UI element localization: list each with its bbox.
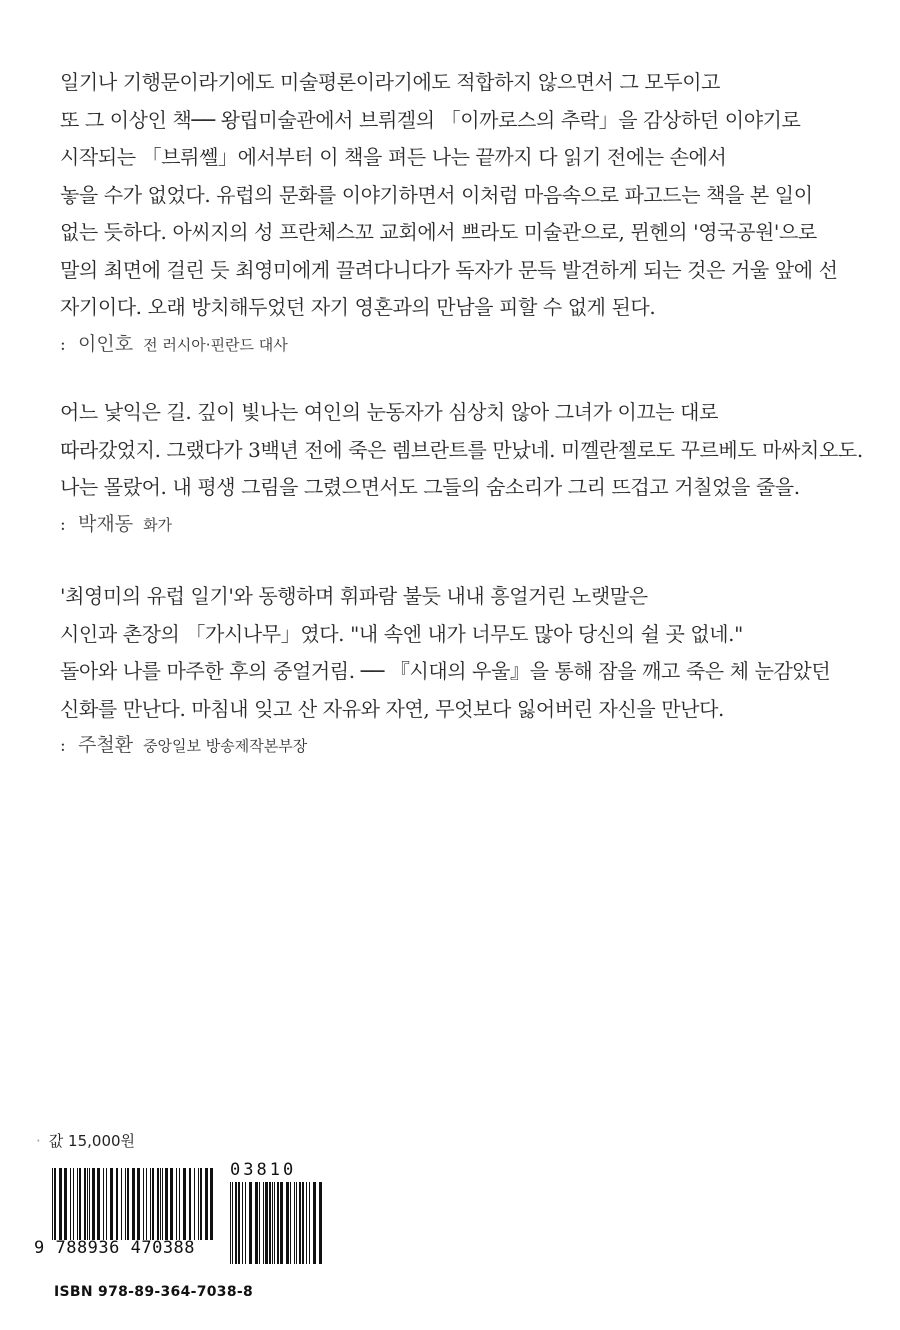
blurb-line: 돌아와 나를 마주한 후의 중얼거림. ── 『시대의 우울』을 통해 잠을 깨고 죽은 체 눈감았던 bbox=[60, 659, 831, 683]
barcode-bar bbox=[64, 1168, 67, 1240]
barcode-bar bbox=[77, 1168, 78, 1240]
barcode-bar bbox=[265, 1182, 268, 1264]
blurb-line: 시작되는 「브뤼쎌」에서부터 이 책을 펴든 나는 끝까지 다 읽기 전에는 손에서 bbox=[60, 145, 727, 169]
attribution-name: 주철환 bbox=[78, 734, 134, 756]
attribution bbox=[60, 331, 840, 358]
barcode-bar bbox=[242, 1182, 243, 1264]
barcode-bar bbox=[92, 1168, 95, 1240]
barcode-bar bbox=[302, 1182, 304, 1264]
blurb-line: 일기나 기행문이라기에도 미술평론이라기에도 적합하지 않으면서 그 모두이고 bbox=[60, 70, 721, 94]
barcode-ean-number: 9 788936 470388 bbox=[34, 1238, 196, 1258]
blurb-line: 또 그 이상인 책── 왕립미술관에서 브뤼겔의 「이까로스의 추락」을 감상하던 이야기로 bbox=[60, 107, 801, 132]
blurb-line: 따라갔었지. 그랬다가 3백년 전에 죽은 렘브란트를 만났네. 미껠란젤로도 꾸르베도 마싸치오도. bbox=[60, 437, 863, 462]
barcode-bar bbox=[277, 1182, 279, 1264]
barcode-bar bbox=[299, 1182, 301, 1264]
barcode-bar bbox=[294, 1182, 295, 1264]
barcode-bar bbox=[132, 1168, 135, 1240]
barcode-bar bbox=[249, 1182, 252, 1264]
attribution bbox=[60, 511, 840, 538]
attribution-title: 전 러시아·핀란드 대사 bbox=[143, 335, 288, 354]
barcode-bar bbox=[232, 1182, 233, 1264]
blurb-line: 자기이다. 오래 방치해두었던 자기 영혼과의 만남을 피할 수 없게 된다. bbox=[60, 295, 656, 319]
blurb-1 bbox=[60, 64, 840, 358]
attribution-name: 이인호 bbox=[78, 332, 134, 355]
barcode-bar bbox=[263, 1182, 264, 1264]
barcode-bar bbox=[70, 1168, 71, 1240]
barcode-bar bbox=[84, 1168, 86, 1240]
blurb-line: 나는 몰랐어. 내 평생 그림을 그렸으면서도 그들의 숨소리가 그리 뜨겁고 거칠었을 줄을. bbox=[60, 475, 800, 499]
attribution-colon: : bbox=[60, 514, 66, 535]
barcode-bar bbox=[280, 1182, 283, 1264]
barcode-bar bbox=[79, 1168, 81, 1240]
barcode-bar bbox=[259, 1182, 260, 1264]
barcode-bar bbox=[179, 1168, 180, 1240]
attribution-name: 박재동 bbox=[78, 512, 134, 535]
barcode-bar bbox=[210, 1168, 213, 1240]
blurb-line: 시인과 촌장의 「가시나무」였다. "내 속엔 내가 너무도 많아 당신의 쉴 곳 없네." bbox=[60, 621, 743, 646]
barcode-bar bbox=[127, 1168, 129, 1240]
barcode-bar bbox=[176, 1168, 177, 1240]
price-text: 값 15,000원 bbox=[48, 1132, 136, 1150]
barcode-bar bbox=[52, 1168, 53, 1240]
barcode-bar bbox=[319, 1182, 322, 1264]
barcode-bar bbox=[238, 1182, 240, 1264]
barcode-bar bbox=[73, 1168, 74, 1240]
barcode-bar bbox=[143, 1168, 144, 1240]
barcode-bar bbox=[103, 1168, 104, 1240]
blurb-2 bbox=[60, 394, 863, 538]
barcode-bar bbox=[162, 1168, 163, 1240]
barcode-bar bbox=[286, 1182, 289, 1264]
barcode-bar bbox=[194, 1168, 195, 1240]
barcode-bar bbox=[245, 1182, 246, 1264]
blurb-line: '최영미의 유럽 일기'와 동행하며 휘파람 불듯 내내 흥얼거린 노랫말은 bbox=[60, 584, 648, 608]
barcode-bar bbox=[170, 1168, 173, 1240]
bullet-icon: · bbox=[36, 1132, 41, 1150]
barcode-bar bbox=[110, 1168, 113, 1240]
attribution-title: 중앙일보 방송제작본부장 bbox=[143, 737, 308, 755]
blurb-3 bbox=[60, 578, 840, 759]
barcode-addon-number: 03810 bbox=[230, 1160, 297, 1180]
barcode-bar bbox=[230, 1182, 231, 1264]
barcode-bar bbox=[106, 1168, 107, 1240]
barcode-bar bbox=[165, 1168, 168, 1240]
attribution bbox=[60, 732, 840, 759]
barcode-bar bbox=[150, 1168, 151, 1240]
attribution-colon: : bbox=[60, 334, 66, 355]
attribution-colon: : bbox=[60, 736, 66, 756]
barcode-bar bbox=[183, 1168, 186, 1240]
barcode-bar bbox=[59, 1168, 62, 1240]
barcode-bar bbox=[125, 1168, 126, 1240]
barcode-bar bbox=[313, 1182, 316, 1264]
barcode-bar bbox=[160, 1168, 161, 1240]
barcode-bar bbox=[157, 1168, 159, 1240]
barcode-bar bbox=[255, 1182, 258, 1264]
barcode-bar bbox=[121, 1168, 122, 1240]
blurb-line: 어느 낯익은 길. 깊이 빛나는 여인의 눈동자가 심상치 않아 그녀가 이끄는 대로 bbox=[60, 400, 719, 424]
barcode bbox=[34, 1160, 324, 1272]
blurb-line: 신화를 만난다. 마침내 잊고 산 자유와 자연, 무엇보다 잃어버린 자신을 만난다. bbox=[60, 696, 724, 721]
barcode-bar bbox=[269, 1182, 271, 1264]
blurb-line: 놓을 수가 없었다. 유럽의 문화를 이야기하면서 이처럼 마음속으로 파고드는 책을 본 일이 bbox=[60, 182, 813, 207]
barcode-bar bbox=[200, 1168, 202, 1240]
barcode-bar bbox=[54, 1168, 56, 1240]
barcode-bar bbox=[146, 1168, 147, 1240]
barcode-bar bbox=[205, 1168, 208, 1240]
barcode-bar bbox=[97, 1168, 100, 1240]
barcode-bar bbox=[152, 1168, 154, 1240]
barcode-bar bbox=[116, 1168, 118, 1240]
barcode-bar bbox=[290, 1182, 291, 1264]
barcode-bar bbox=[198, 1168, 199, 1240]
price-label bbox=[36, 1130, 135, 1151]
barcode-bar bbox=[87, 1168, 88, 1240]
barcode-bar bbox=[137, 1168, 140, 1240]
barcode-bar bbox=[274, 1182, 275, 1264]
blurb-line: 없는 듯하다. 아씨지의 성 프란체스꼬 교회에서 쁘라도 미술관으로, 뮌헨의 '영국공원'으로 bbox=[60, 220, 817, 244]
barcode-bar bbox=[296, 1182, 297, 1264]
barcode-bar bbox=[309, 1182, 310, 1264]
barcode-bar bbox=[272, 1182, 273, 1264]
barcode-bar bbox=[235, 1182, 237, 1264]
barcode-bar bbox=[189, 1168, 191, 1240]
isbn-text: ISBN 978-89-364-7038-8 bbox=[54, 1284, 254, 1300]
barcode-bar bbox=[306, 1182, 307, 1264]
attribution-title: 화가 bbox=[143, 515, 173, 534]
barcode-bar bbox=[89, 1168, 90, 1240]
blurb-line: 말의 최면에 걸린 듯 최영미에게 끌려다니다가 독자가 문득 발견하게 되는 것은 거울 앞에 선 bbox=[60, 257, 838, 282]
